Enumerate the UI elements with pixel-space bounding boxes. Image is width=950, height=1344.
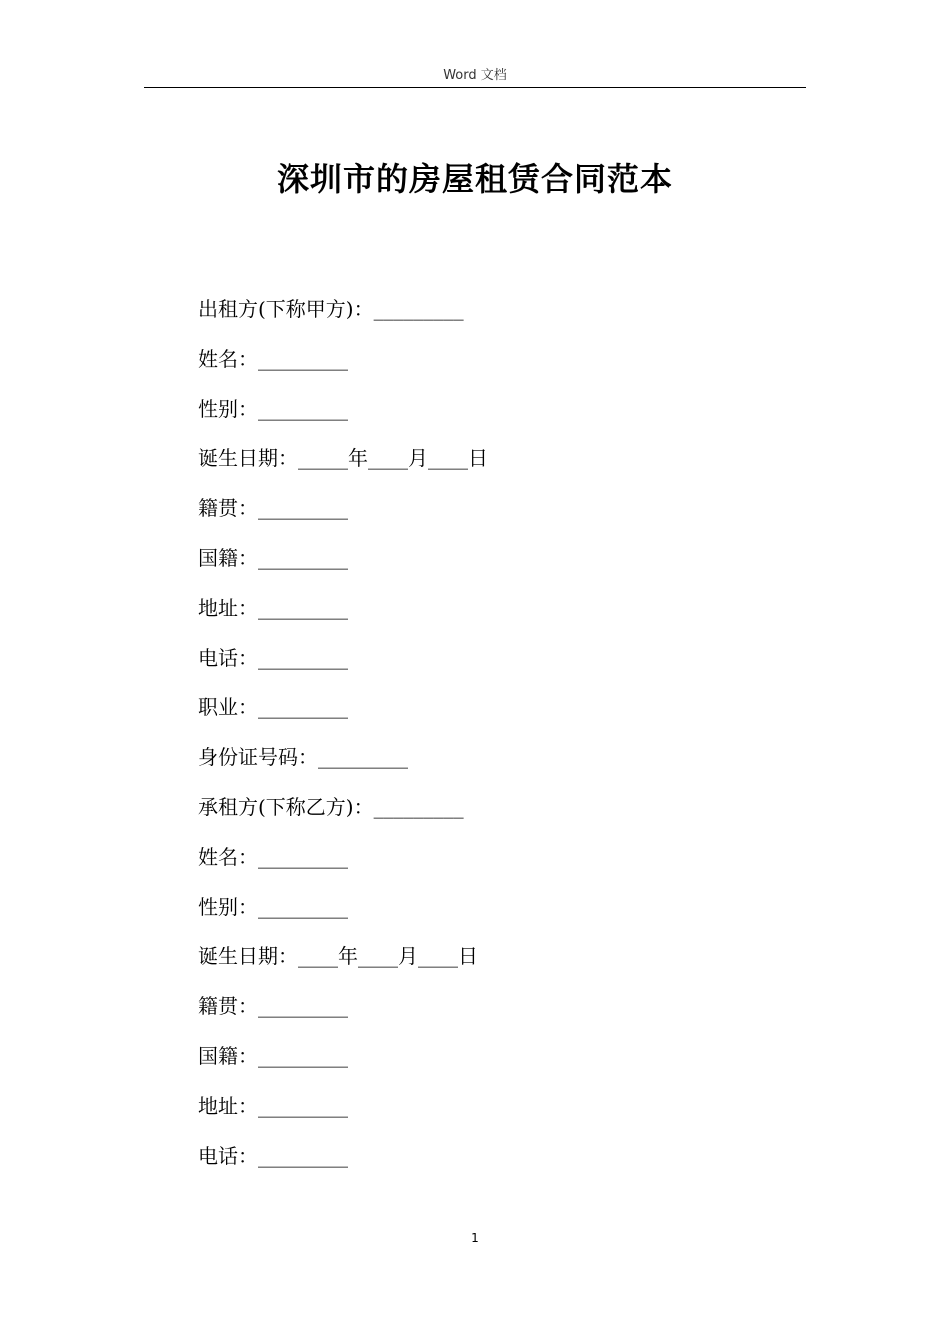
lessor-gender-field: 性别：_________ bbox=[198, 396, 348, 421]
lessee-phone-field: 电话：_________ bbox=[198, 1143, 348, 1168]
document-title: 深圳市的房屋租赁合同范本 bbox=[276, 160, 673, 198]
lessor-address-field: 地址：_________ bbox=[198, 595, 348, 620]
lessor-label-field: 出租方(下称甲方)：_________ bbox=[198, 297, 464, 321]
lessee-gender-field: 性别：_________ bbox=[198, 894, 348, 919]
lessee-nationality-field: 国籍：_________ bbox=[198, 1043, 348, 1068]
lessee-hometown-field: 籍贯：_________ bbox=[198, 994, 348, 1019]
lessor-phone-field: 电话：_________ bbox=[198, 645, 348, 670]
lessor-hometown-field: 籍贯：_________ bbox=[198, 496, 348, 521]
lessor-name-field: 姓名：_________ bbox=[198, 346, 348, 371]
lessor-nationality-field: 国籍：_________ bbox=[198, 545, 348, 570]
lessee-name-field: 姓名：_________ bbox=[198, 844, 348, 869]
lessor-id-number-field: 身份证号码：_________ bbox=[198, 745, 408, 770]
lessee-birthdate-field: 诞生日期：____年____月____日 bbox=[198, 944, 478, 969]
lessor-birthdate-field: 诞生日期：_____年____月____日 bbox=[198, 446, 488, 471]
page-header: Word 文档 bbox=[443, 68, 507, 83]
form-fields bbox=[198, 292, 798, 1188]
lessee-address-field: 地址：_________ bbox=[198, 1093, 348, 1118]
lessee-label-field: 承租方(下称乙方)：_________ bbox=[198, 794, 464, 819]
lessor-occupation-field: 职业：_________ bbox=[198, 695, 348, 720]
page-number: 1 bbox=[471, 1231, 479, 1245]
header-divider bbox=[144, 87, 806, 88]
